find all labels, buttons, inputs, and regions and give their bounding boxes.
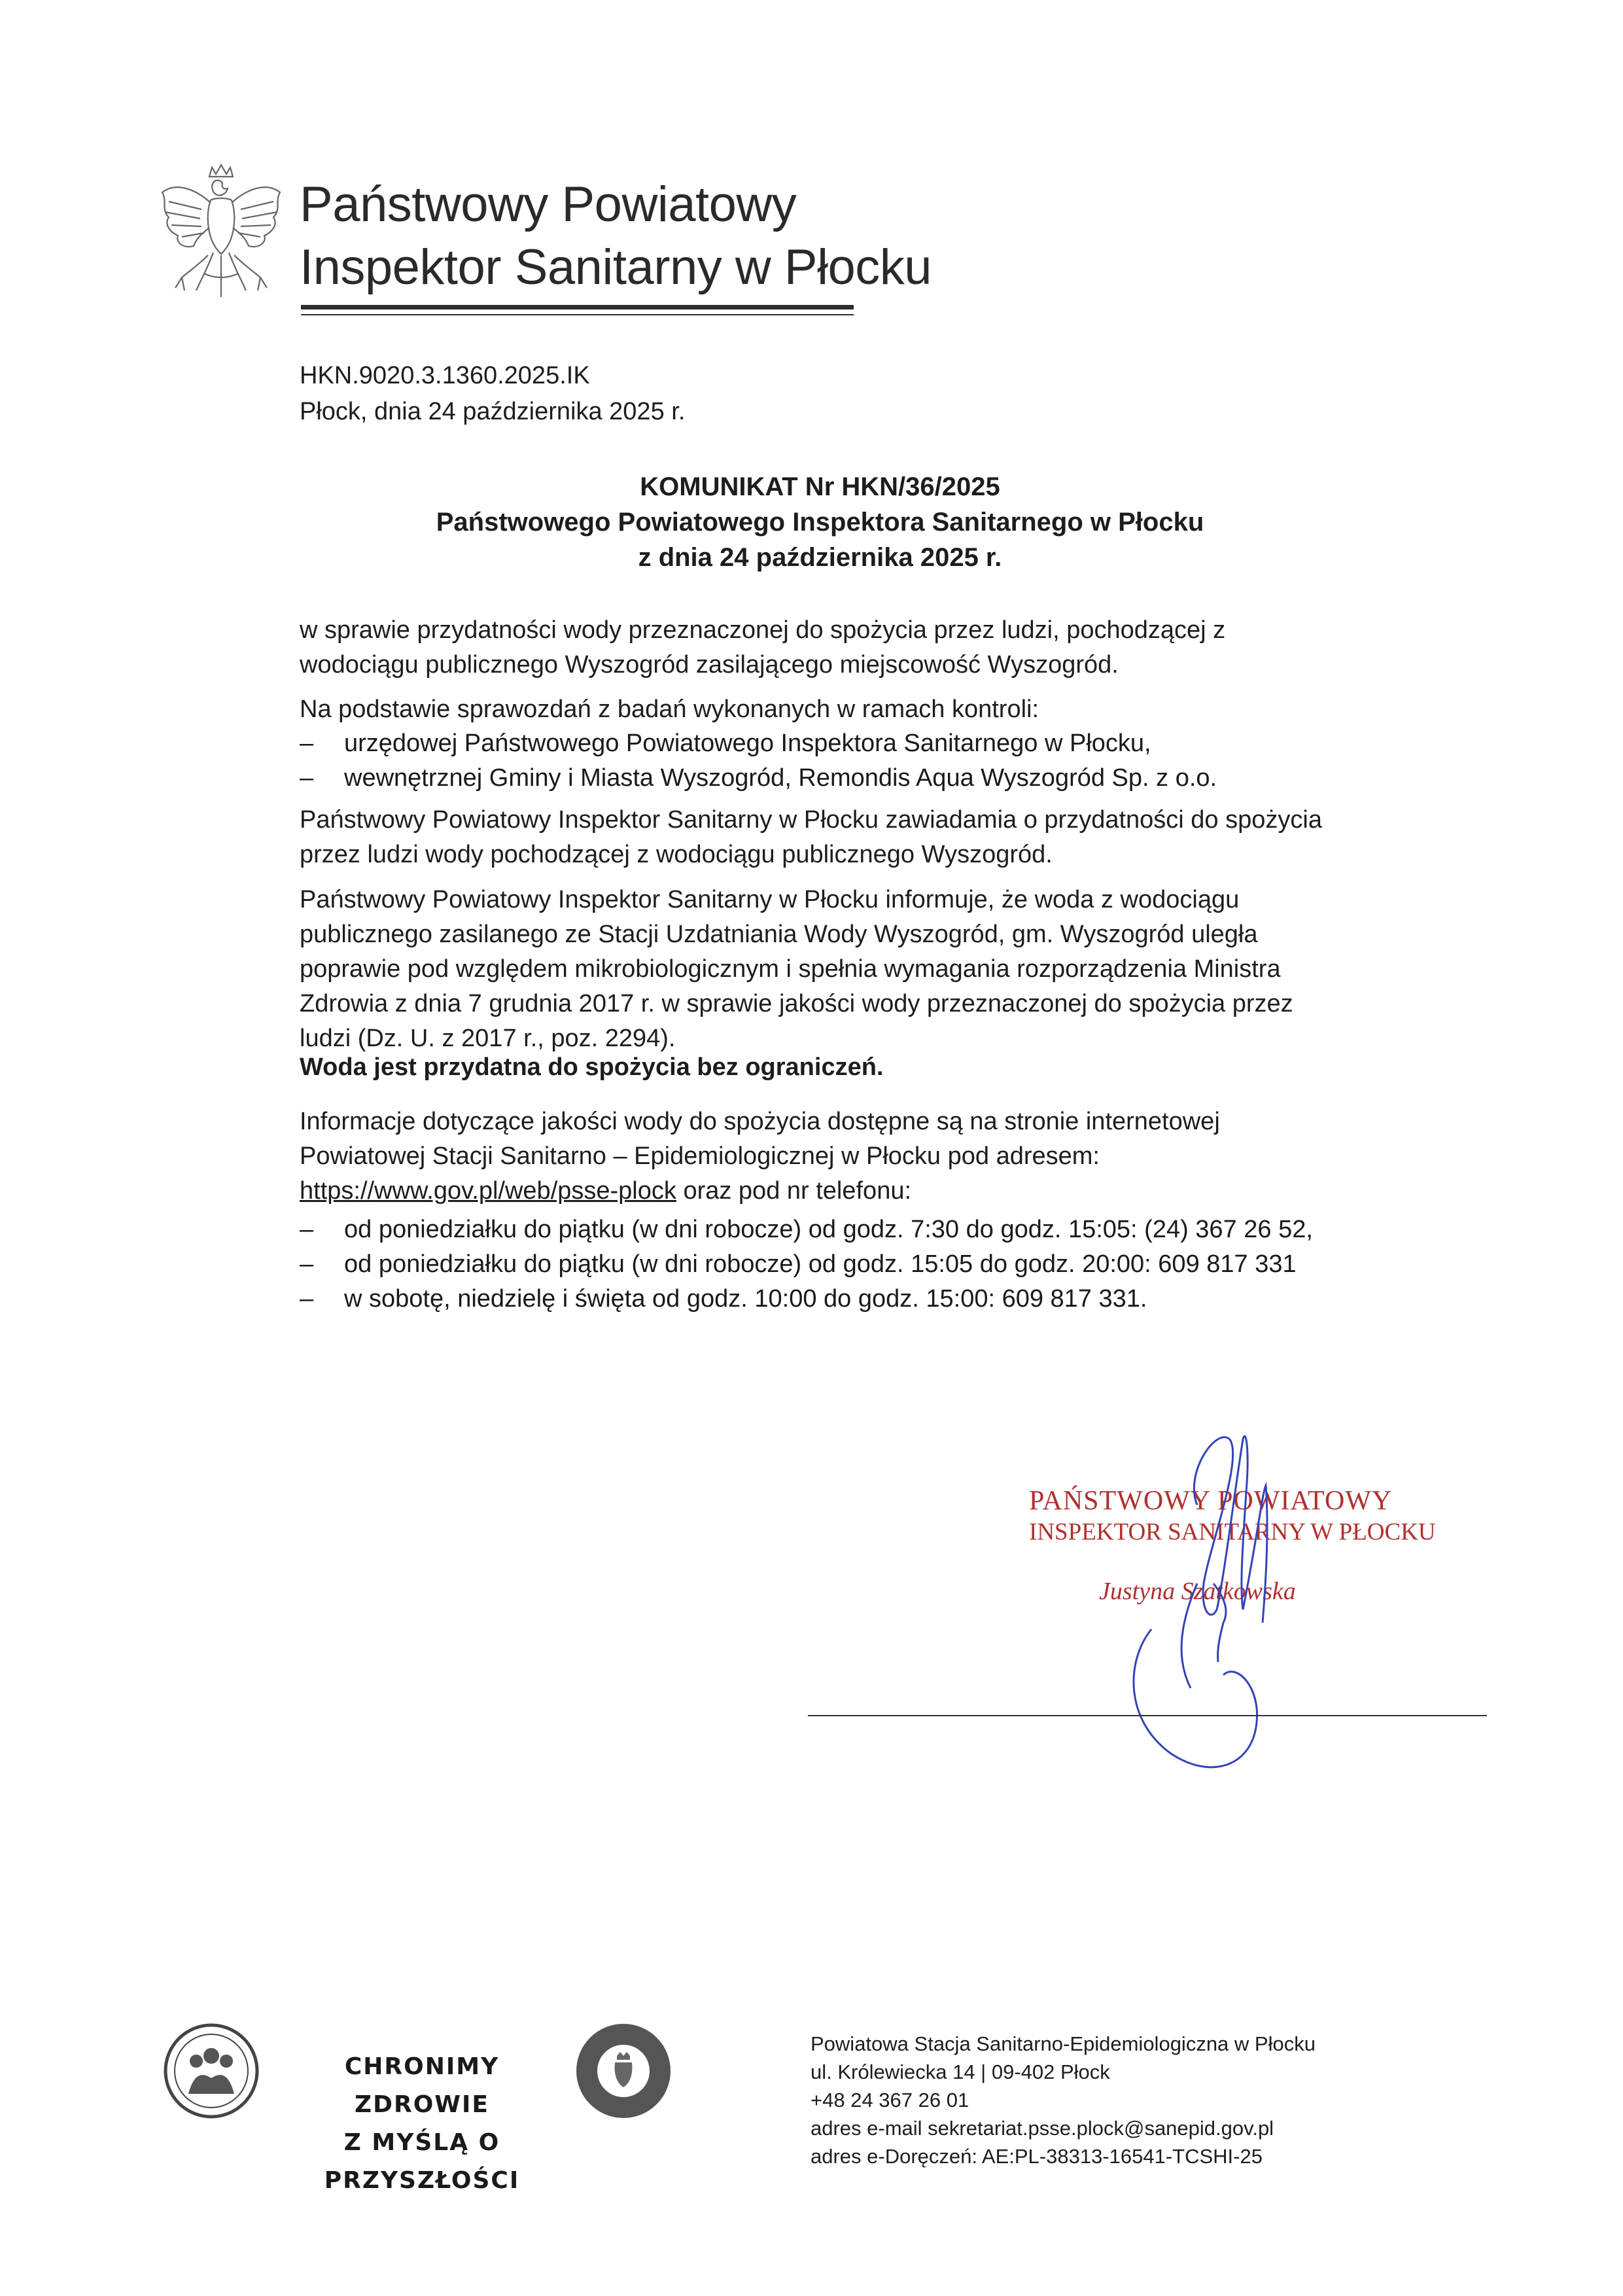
footer-rule — [808, 1715, 1487, 1716]
conclusion-paragraph: Woda jest przydatna do spożycia bez ograniczeń. — [300, 1053, 884, 1081]
inspekcja-sanitarna-seal-icon — [568, 2015, 679, 2127]
footer-address — [811, 2030, 1316, 2170]
footer-slogan — [275, 2048, 569, 2200]
handwritten-signature-icon — [1047, 1413, 1400, 1793]
footer-address-line: adres e-mail sekretariat.psse.plock@sanepid.gov.pl — [811, 2117, 1274, 2140]
reference-number: HKN.9020.3.1360.2025.IK — [300, 362, 590, 389]
list-item: – od poniedziałku do piątku (w dni robocze) od godz. 7:30 do godz. 15:05: (24) 367 26 52, — [300, 1212, 1359, 1247]
slogan-line2: Z MYŚLĄ O PRZYSZŁOŚCI — [324, 2129, 520, 2194]
footer-address-line: +48 24 367 26 01 — [811, 2089, 969, 2111]
contact-paragraph — [300, 1104, 1346, 1209]
list-item: – urzędowej Państwowego Powiatowego Inspektora Sanitarnego w Płocku, — [300, 726, 1359, 761]
place-date: Płock, dnia 24 października 2025 r. — [300, 398, 686, 425]
list-item: – wewnętrznej Gminy i Miasta Wyszogród, Remondis Aqua Wyszogród Sp. z o.o. — [300, 761, 1359, 796]
org-name-line1: Państwowy Powiatowy — [300, 177, 797, 232]
list-item: – od poniedziałku do piątku (w dni robocze) od godz. 15:05 do godz. 20:00: 609 817 331 — [300, 1247, 1359, 1282]
heading-line3: z dnia 24 października 2025 r. — [638, 543, 1002, 572]
header-rule-thick — [301, 305, 854, 309]
subject-paragraph: w sprawie przydatności wody przeznaczonej do spożycia przez ludzi, pochodzącej z wodociągu publicznego Wyszogród zasilającego miejscowość Wyszogród. — [300, 616, 1226, 679]
basis-paragraph: Na podstawie sprawozdań z badań wykonanych w ramach kontroli: — [300, 696, 1039, 723]
organization-name — [300, 173, 932, 299]
phone-list — [300, 1212, 1359, 1316]
stamp-line1: PAŃSTWOWY POWIATOWY — [1029, 1486, 1393, 1516]
polish-eagle-emblem-icon — [156, 162, 287, 319]
heading-line1: KOMUNIKAT Nr HKN/36/2025 — [640, 472, 1000, 501]
slogan-line1: CHRONIMY ZDROWIE — [344, 2053, 500, 2118]
header-rule-thin — [301, 314, 854, 315]
org-name-line2: Inspektor Sanitarny w Płocku — [300, 239, 932, 295]
document-heading — [300, 469, 1340, 575]
footer-address-line: ul. Królewiecka 14 | 09-402 Płock — [811, 2060, 1110, 2083]
footer-address-line: adres e-Doręczeń: AE:PL-38313-16541-TCSHI-25 — [811, 2145, 1263, 2168]
chronimy-zdrowie-logo-icon — [156, 2015, 267, 2127]
footer-address-line: Powiatowa Stacja Sanitarno-Epidemiologiczna w Płocku — [811, 2032, 1316, 2055]
list-item: – w sobotę, niedzielę i święta od godz. 10:00 do godz. 15:00: 609 817 331. — [300, 1282, 1359, 1316]
contact-tail: oraz pod nr telefonu: — [676, 1177, 912, 1205]
heading-line2: Państwowego Powiatowego Inspektora Sanitarnego w Płocku — [436, 508, 1204, 537]
website-link[interactable]: https://www.gov.pl/web/psse-plock — [300, 1177, 676, 1205]
information-paragraph: Państwowy Powiatowy Inspektor Sanitarny w Płocku informuje, że woda z wodociągu publicznego zasilanego ze Stacji Uzdatniania Wody Wyszogród, gm. Wyszogród uległa poprawie pod względem mikrobiologicznym i spełnia wymagania rozporządzenia Ministra Zdrowia z dnia 7 grudnia 2017 r. w sprawie jakości wody przeznaczonej do spożycia przez ludzi (Dz. U. z 2017 r., poz. 2294). — [300, 886, 1293, 1052]
contact-intro: Informacje dotyczące jakości wody do spożycia dostępne są na stronie internetowej Powiatowej Stacji Sanitarno – Epidemiologicznej w Płocku pod adresem: — [300, 1108, 1220, 1170]
control-list — [300, 726, 1359, 796]
stamp-line2: INSPEKTOR SANITARNY W PŁOCKU — [1029, 1519, 1436, 1545]
stamp-signatory-name: Justyna Szatkowska — [1099, 1578, 1296, 1605]
notice-paragraph: Państwowy Powiatowy Inspektor Sanitarny w Płocku zawiadamia o przydatności do spożycia przez ludzi wody pochodzącej z wodociągu publicznego Wyszogród. — [300, 806, 1322, 868]
